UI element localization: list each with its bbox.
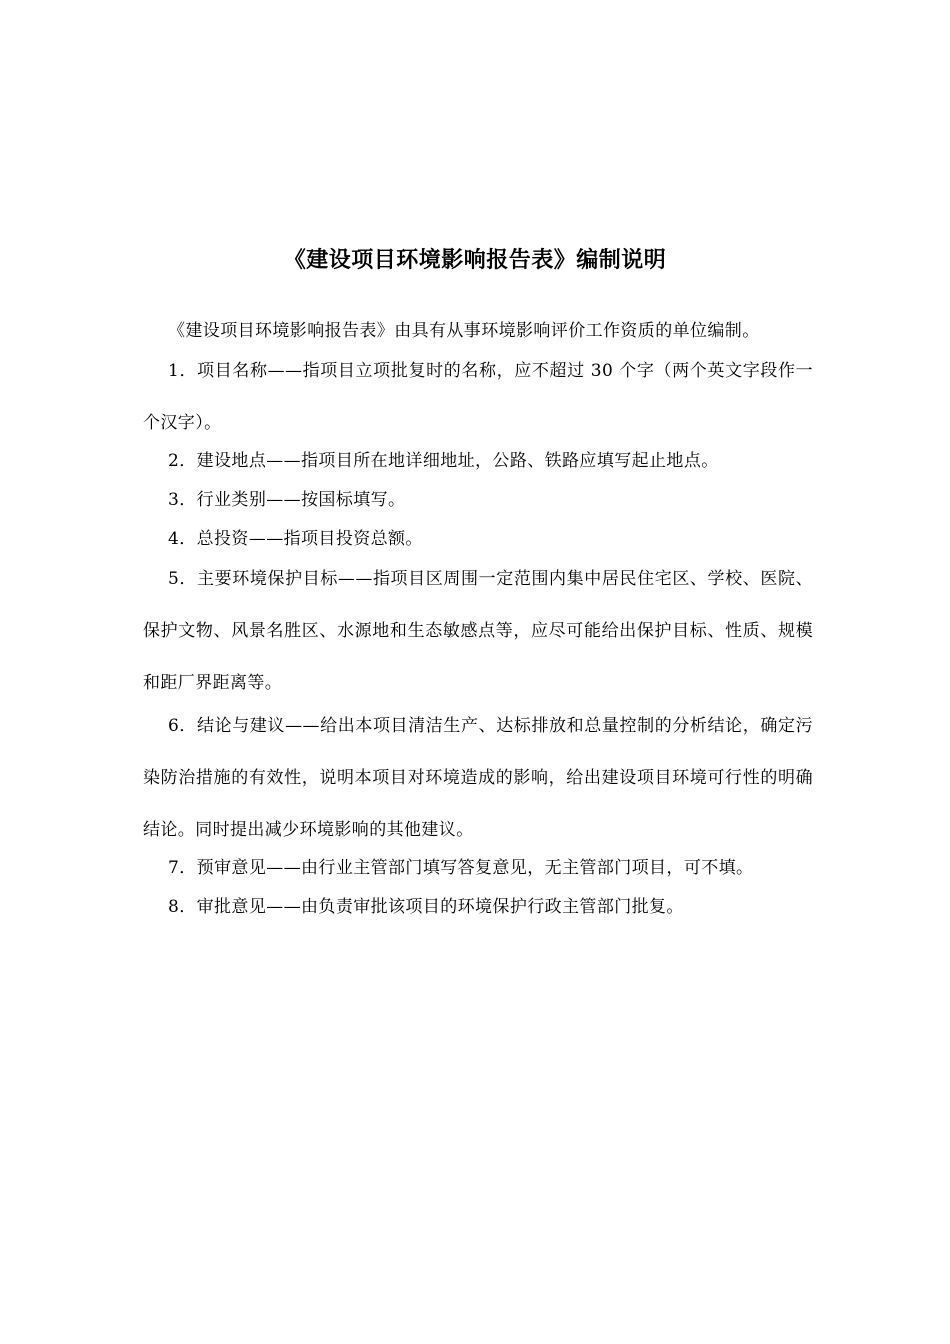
list-item <box>143 553 813 709</box>
item-text: 行业类别——按国标填写。 <box>196 490 406 510</box>
item-text: 建设地点——指项目所在地详细地址，公路、铁路应填写起止地点。 <box>196 451 719 471</box>
item-text: 总投资——指项目投资总额。 <box>196 529 423 549</box>
document-body <box>143 315 813 930</box>
item-number: 6． <box>168 716 198 736</box>
item-number: 1． <box>168 361 198 381</box>
item-text: 项目名称——指项目立项批复时的名称，应不超过 30 个字（两个英文字段作一个汉字）。 <box>143 361 813 433</box>
item-number: 3． <box>168 490 197 510</box>
item-number: 5． <box>168 569 198 589</box>
list-item <box>143 852 813 885</box>
item-text: 审批意见——由负责审批该项目的环境保护行政主管部门批复。 <box>196 897 684 917</box>
item-text: 预审意见——由行业主管部门填写答复意见，无主管部门项目，可不填。 <box>196 858 754 878</box>
item-text: 结论与建议——给出本项目清洁生产、达标排放和总量控制的分析结论，确定污染防治措施的有效性，说明本项目对环境造成的影响，给出建设项目环境可行性的明确结论。同时提出减少环境影响的其他建议。 <box>143 716 813 840</box>
item-number: 7． <box>168 858 197 878</box>
list-item <box>143 484 813 517</box>
list-item <box>143 345 813 449</box>
list-item <box>143 523 813 556</box>
page-title: 《建设项目环境影响报告表》编制说明 <box>283 248 667 273</box>
item-number: 2． <box>168 451 197 471</box>
list-item <box>143 891 813 924</box>
intro-paragraph: 《建设项目环境影响报告表》由具有从事环境影响评价工作资质的单位编制。 <box>168 321 760 341</box>
list-item <box>143 700 813 856</box>
item-text: 主要环境保护目标——指项目区周围一定范围内集中居民住宅区、学校、医院、保护文物、风景名胜区、水源地和生态敏感点等，应尽可能给出保护目标、性质、规模和距厂界距离等。 <box>143 569 813 693</box>
list-item <box>143 445 813 478</box>
item-number: 8． <box>168 897 197 917</box>
item-number: 4． <box>168 529 197 549</box>
